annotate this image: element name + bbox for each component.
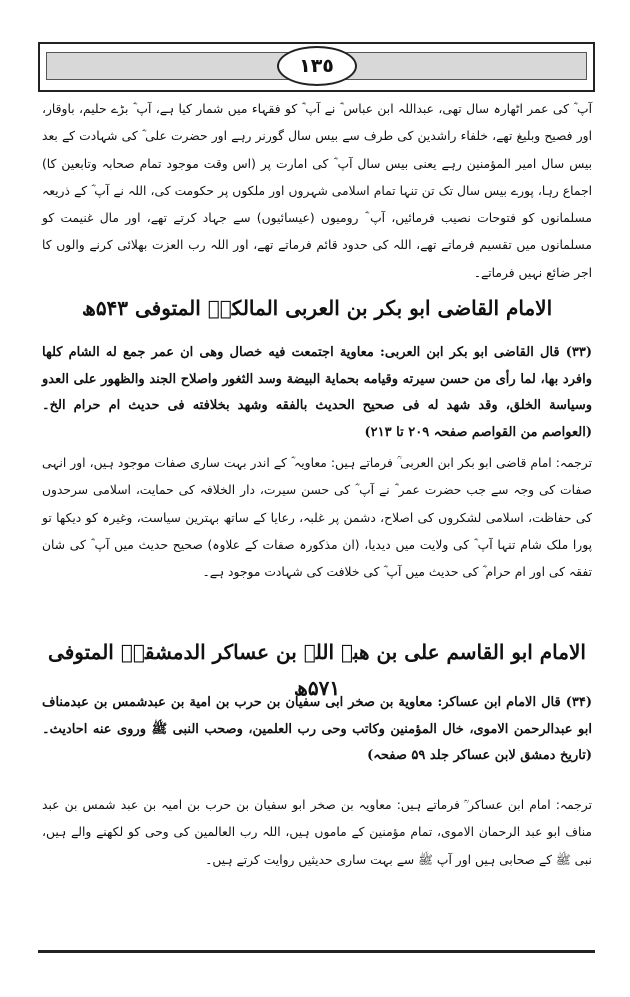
section-34-heading: الامام ابو القاسم علی بن ھبۃ اللہ بن عساکر الدمشقیؒ المتوفی ۵۷۱ھ — [48, 640, 586, 700]
footer-rule — [38, 950, 595, 953]
section-33-arabic-quote: (۳۳) قال القاضی ابو بکر ابن العربی: معاویة اجتمعت فیه خصال وهی ان عمر جمع له الشام كلها وافرد بها، لما رأى من حسن سیرته وقیامه بحمایة البیضة وسد الثغور واصلاح الجند والظهور على العدو وسیاسة الخلق، وقد شهد له فی صحیح الحدیث بالفقه وشهد بخلافته فی حدیث ام حرام الخ۔ (العواصم من القواصم صفحہ ۲۰۹ تا ۲۱۳) — [42, 345, 592, 440]
section-34-arabic-quote: (۳۴) قال الامام ابن عساكر: معاوية بن صخر ابی سفیان بن حرب بن امیة بن عبدشمس بن عبدمناف ابو عبدالرحمن الاموی، خال المؤمنین وكاتب وحی رب العلمین، وصحب النبی ﷺ وروى عنه احادیث۔ (تاریخ دمشق لابن عساکر جلد ۵۹ صفحہ) — [42, 695, 592, 763]
section-34-translation: ترجمہ: امام ابن عساکر ؒ فرماتے ہیں: معاویہ بن صخر ابو سفیان بن حرب بن امیہ بن عبد شمس بن عبد مناف ابو عبد الرحمان الاموی، تمام مؤمنین کے ماموں ہیں، اللہ رب العالمین کی وحی کو لکھنے والے ہیں، نبی ﷺ کے صحابی ہیں اور آپ ﷺ سے بہت ساری حدیثیں روایت کرتے ہیں۔ — [42, 798, 592, 867]
page-number: ١٣٥ — [277, 46, 357, 86]
section-33-heading: الامام القاضی ابو بکر بن العربی المالکیؒ المتوفی ۵۴۳ھ — [81, 296, 553, 320]
intro-paragraph: آپ ؓ کی عمر اٹھارہ سال تھی، عبداللہ ابن عباس ؓ نے آپ ؓ کو فقہاء میں شمار کیا ہے، آپ ؓ بڑے حلیم، باوقار، اور فصیح وبلیغ تھے، خلفاء راشدین کی طرف سے بیس سال گورنر رہے اور حضرت علی ؓ کی شہادت کے بعد بیس سال امیر المؤمنین رہے یعنی بیس سال آپ ؓ کی امارت پر (اس وقت موجود تمام صحابہ وتابعین کا) اجماع رہا، پورے بیس سال تک تن تنہا تمام اسلامی شہروں اور ملکوں پر حکومت کی، اللہ نے آپ ؓ کے ذریعہ مسلمانوں کو فتوحات نصیب فرمائیں، آپ ؓ رومیوں (عیسائیوں) سے جہاد کرتے تھے، اور مال غنیمت کو مسلمانوں میں تقسیم فرماتے تھے، اللہ کی حدود قائم فرماتے تھے، اور اللہ رب العزت بھلائی کرنے والوں کا اجر ضائع نہیں فرماتے۔ — [42, 102, 592, 280]
page-header — [38, 42, 595, 92]
section-33-translation: ترجمہ: امام قاضی ابو بکر ابن العربی ؒ فرماتے ہیں: معاویہ ؓ کے اندر بہت ساری صفات موجود ہیں، اور انہی صفات کی وجہ سے جب حضرت عمر ؓ نے آپ ؓ کی حسن سیرت، دار الخلافہ کی حمایت، اسلامی سرحدوں کی حفاظت، اسلامی لشکروں کی اصلاح، دشمن پر غلبہ، رعایا کے ساتھ بہترین سیاست، وغیرہ کو دیکھا تو پورا ملک شام تنہا آپ ؓ کی ولایت میں دیدیا، (ان مذکورہ صفات کے علاوہ) صحیح حدیث میں آپ ؓ کی شان تفقہ کی اور ام حرام ؓ کی حدیث میں آپ ؓ کی خلافت کی شہادت موجود ہے۔ — [42, 456, 592, 580]
